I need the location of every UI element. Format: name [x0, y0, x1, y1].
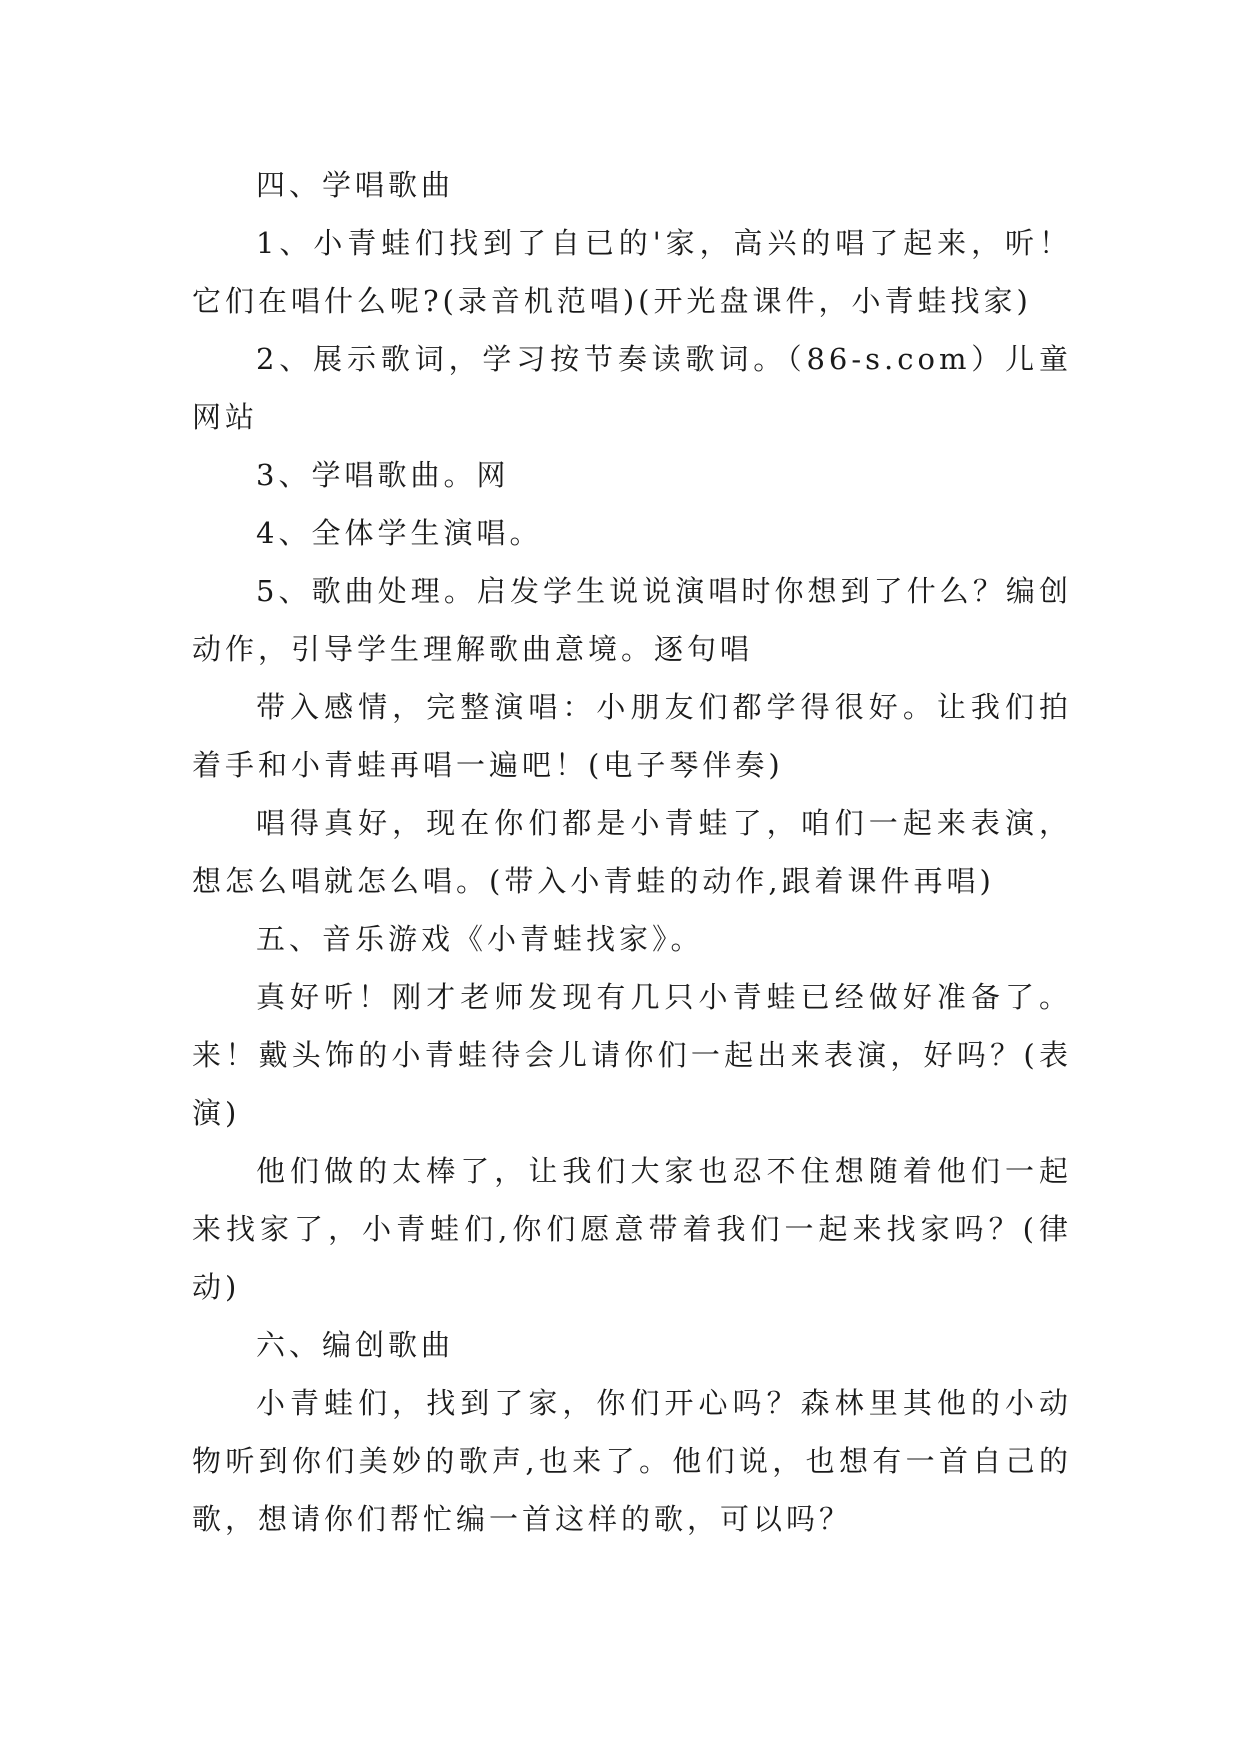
- paragraph: 3、学唱歌曲。网: [256, 458, 510, 492]
- paragraph: 5、歌曲处理。启发学生说说演唱时你想到了什么？编创动作，引导学生理解歌曲意境。逐句唱: [192, 574, 1072, 666]
- heading-music-game: 五、音乐游戏《小青蛙找家》。: [256, 922, 704, 956]
- document-body: [192, 156, 1072, 1548]
- paragraph: 2、展示歌词，学习按节奏读歌词。（86-s.com）儿童网站: [192, 342, 1072, 434]
- heading-create-song: 六、编创歌曲: [256, 1328, 455, 1362]
- paragraph: 唱得真好，现在你们都是小青蛙了，咱们一起来表演，想怎么唱就怎么唱。(带入小青蛙的动作,跟着课件再唱): [192, 806, 1072, 898]
- paragraph: 小青蛙们，找到了家，你们开心吗？森林里其他的小动物听到你们美妙的歌声,也来了。他们说，也想有一首自己的歌，想请你们帮忙编一首这样的歌，可以吗？: [192, 1386, 1072, 1536]
- paragraph: 他们做的太棒了，让我们大家也忍不住想随着他们一起来找家了，小青蛙们,你们愿意带着我们一起来找家吗？(律动): [192, 1154, 1072, 1304]
- paragraph: 真好听！刚才老师发现有几只小青蛙已经做好准备了。来！戴头饰的小青蛙待会儿请你们一起出来表演，好吗？(表演): [192, 980, 1072, 1130]
- paragraph: 4、全体学生演唱。: [256, 516, 543, 550]
- paragraph: 带入感情，完整演唱：小朋友们都学得很好。让我们拍着手和小青蛙再唱一遍吧！(电子琴伴奏): [192, 690, 1072, 782]
- heading-learn-song: 四、学唱歌曲: [256, 168, 455, 202]
- paragraph: 1、小青蛙们找到了自已的'家，高兴的唱了起来，听！它们在唱什么呢?(录音机范唱)(开光盘课件，小青蛙找家): [192, 226, 1072, 318]
